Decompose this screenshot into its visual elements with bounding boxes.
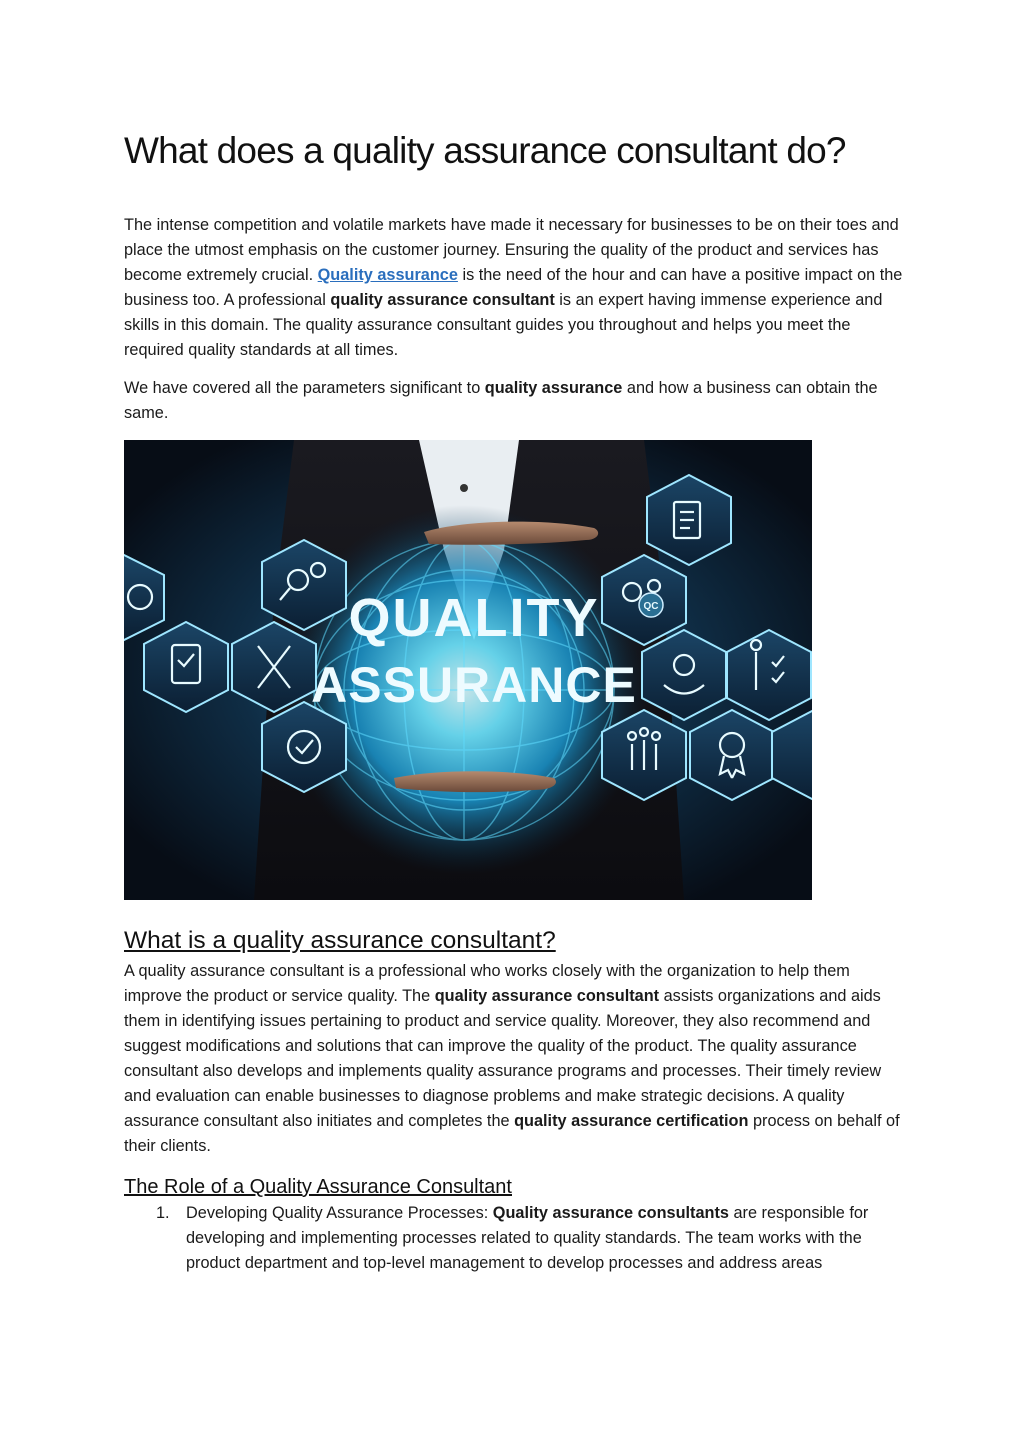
list-item-text-1: Developing Quality Assurance Processes: (186, 1204, 493, 1222)
section-1-bold-1: quality assurance consultant (434, 987, 660, 1005)
intro-text-3: is an expert having immense experience and skills in this domain. The quality assurance consultant guides you throughout and helps you meet the required quality standards at all times. (124, 291, 883, 359)
section-1-paragraph (124, 959, 904, 1159)
intro-paragraph (124, 213, 904, 363)
quality-assurance-link[interactable]: Quality assurance (317, 266, 458, 284)
quality-assurance-hero-image (124, 440, 812, 900)
covered-text-2: and how a business can obtain the same. (124, 379, 878, 422)
covered-text-1: We have covered all the parameters significant to (124, 379, 485, 397)
section-1-text-3: process on behalf of their clients. (124, 1112, 900, 1155)
page-title: What does a quality assurance consultant do? (124, 130, 846, 171)
list-item-number: 1. (156, 1204, 170, 1222)
section-1-text-2: assists organizations and aids them in identifying issues pertaining to product and service quality. Moreover, they also recommend and suggest modifications and solutions that can improve the quality of the product. The quality assurance consultant also develops and implements quality assurance programs and processes. Their timely review and evaluation can enable businesses to diagnose problems and make strategic decisions. A quality assurance consultant also initiates and completes the (124, 987, 882, 1130)
intro-text-2: is the need of the hour and can have a positive impact on the business too. A professional (124, 266, 903, 309)
list-item-text-2: are responsible for developing and implementing processes related to quality standards. The team works with the product department and top-level management to develop processes and address areas (186, 1204, 869, 1272)
section-heading-what-is: What is a quality assurance consultant? (124, 927, 556, 954)
intro-text-1: The intense competition and volatile markets have made it necessary for businesses to be on their toes and place the utmost emphasis on the customer journey. Ensuring the quality of the product and services has become extremely crucial. (124, 216, 899, 284)
section-1-text-1: A quality assurance consultant is a professional who works closely with the organization to help them improve the product or service quality. The (124, 962, 850, 1005)
hero-text-line-2: ASSURANCE (311, 657, 637, 713)
list-item (124, 1201, 904, 1276)
intro-bold-1: quality assurance consultant (330, 291, 555, 309)
role-list (124, 1201, 904, 1276)
hero-illustration (124, 440, 812, 900)
section-heading-role: The Role of a Quality Assurance Consultant (124, 1176, 512, 1198)
covered-bold-1: quality assurance (484, 379, 623, 397)
list-item-bold-1: Quality assurance consultants (492, 1204, 729, 1222)
covered-paragraph (124, 376, 904, 426)
qc-badge-text: QC (643, 601, 659, 612)
hero-text-line-1: QUALITY (348, 588, 600, 648)
section-1-bold-2: quality assurance certification (514, 1112, 749, 1130)
